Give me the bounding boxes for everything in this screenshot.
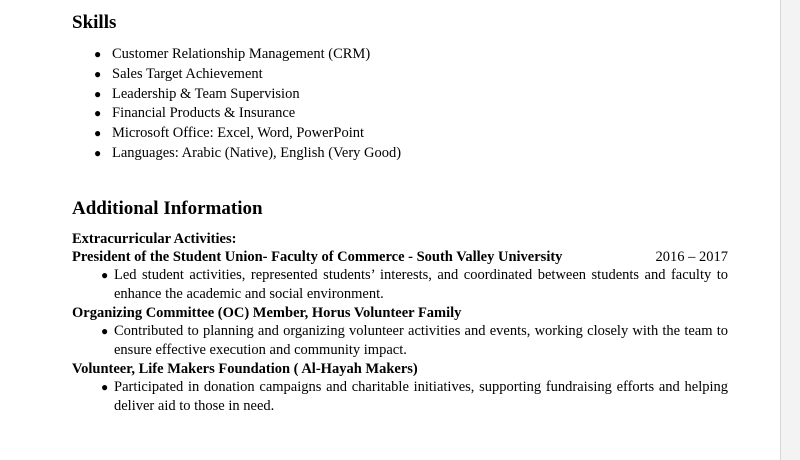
bullet-icon: ● xyxy=(94,66,102,81)
skills-list xyxy=(94,45,401,164)
additional-information-heading: Additional Information xyxy=(72,198,263,219)
role-title: Volunteer, Life Makers Foundation ( Al-Hayah Makers) xyxy=(72,361,418,377)
bullet-icon: ● xyxy=(94,47,102,61)
role-detail-text: Led student activities, represented students’ interests, and coordinated between students and faculty to enhance the academic and social environment. xyxy=(114,267,728,302)
skill-item xyxy=(94,144,401,164)
bullet-icon: ● xyxy=(94,86,102,101)
skills-heading: Skills xyxy=(72,12,117,33)
bullet-icon: ● xyxy=(101,324,109,338)
role-date: 2016 – 2017 xyxy=(655,249,728,265)
role-row xyxy=(72,304,728,322)
role-detail xyxy=(101,322,728,360)
role-detail-text: Participated in donation campaigns and charitable initiatives, supporting fundraising efforts and helping deliver aid to those in need. xyxy=(114,379,728,414)
skill-item xyxy=(94,65,401,85)
role-row xyxy=(72,360,728,378)
page-gutter xyxy=(781,0,800,460)
extracurricular-section xyxy=(72,230,728,416)
role-title: Organizing Committee (OC) Member, Horus Volunteer Family xyxy=(72,305,462,321)
skill-item xyxy=(94,85,401,105)
bullet-icon: ● xyxy=(101,380,109,394)
skill-text: Languages: Arabic (Native), English (Very Good) xyxy=(112,144,402,161)
skill-text: Sales Target Achievement xyxy=(112,65,263,82)
skill-text: Financial Products & Insurance xyxy=(112,105,296,122)
skill-text: Customer Relationship Management (CRM) xyxy=(112,46,371,62)
role-title: President of the Student Union- Faculty of Commerce - South Valley University xyxy=(72,249,563,265)
bullet-icon: ● xyxy=(94,126,102,141)
bullet-icon: ● xyxy=(101,268,109,282)
role-detail xyxy=(101,378,728,416)
bullet-icon: ● xyxy=(94,145,102,160)
role-row xyxy=(72,248,728,266)
skill-text: Leadership & Team Supervision xyxy=(112,85,300,102)
skill-item xyxy=(94,104,401,124)
skill-item xyxy=(94,124,401,144)
skill-text: Microsoft Office: Excel, Word, PowerPoint xyxy=(112,125,365,142)
bullet-icon: ● xyxy=(94,106,102,121)
skill-item xyxy=(94,45,401,65)
role-detail xyxy=(101,266,728,304)
role-detail-text: Contributed to planning and organizing volunteer activities and events, working closely with the team to ensure effective execution and community impact. xyxy=(114,323,728,358)
extracurricular-subheading: Extracurricular Activities: xyxy=(72,231,237,247)
